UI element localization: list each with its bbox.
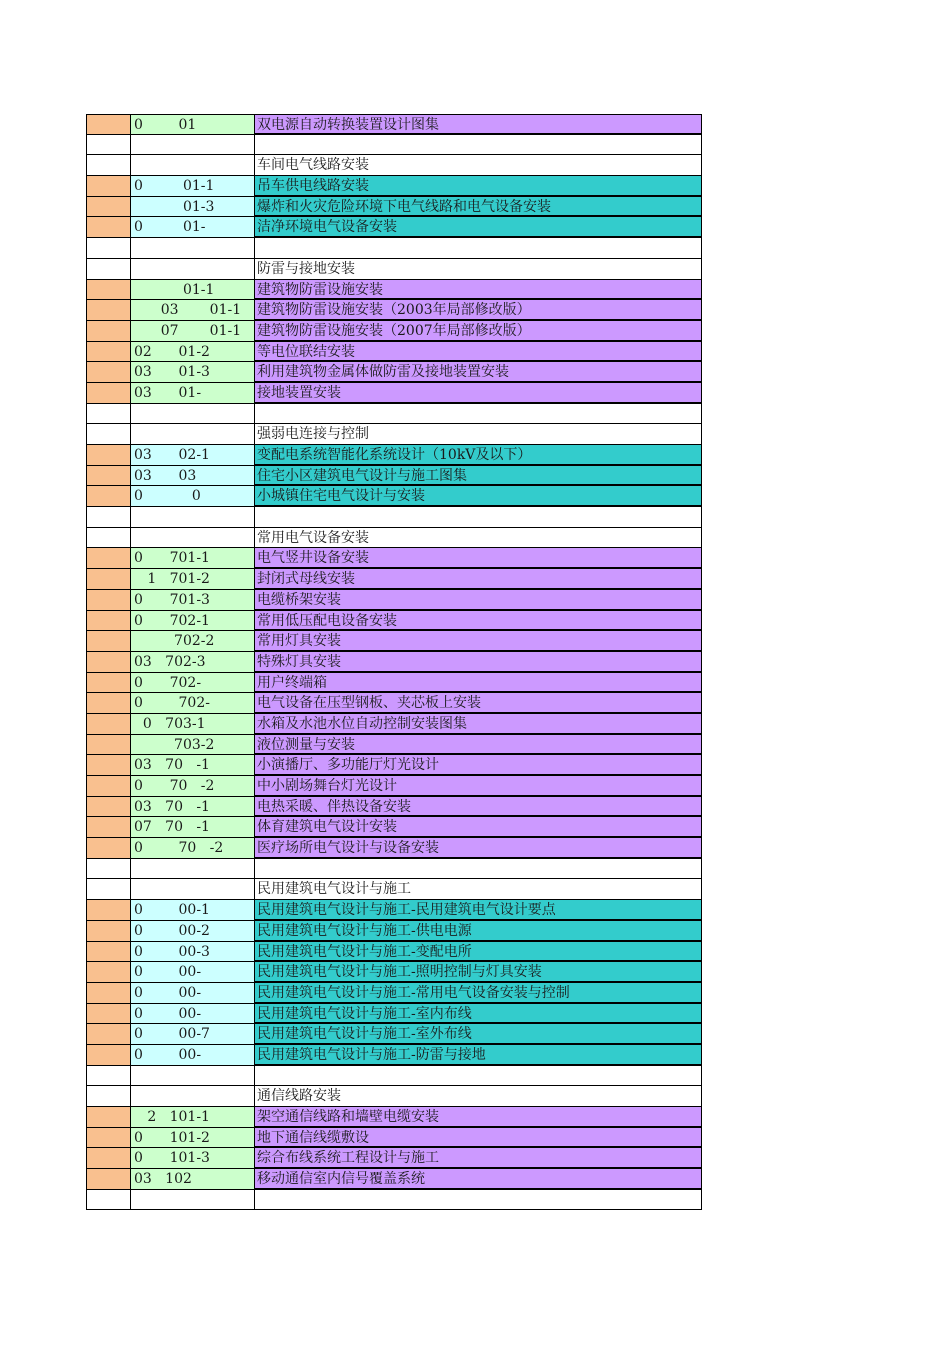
code-cell[interactable]: 07 01-1 <box>131 321 255 342</box>
table-row <box>86 983 702 1004</box>
marker-cell[interactable] <box>86 548 131 569</box>
marker-cell[interactable] <box>86 859 131 880</box>
marker-cell[interactable] <box>86 217 131 238</box>
title-cell[interactable]: 民用建筑电气设计与施工-室外布线 <box>255 1024 702 1045</box>
table-row <box>86 962 702 983</box>
code-cell[interactable]: 0 00- <box>131 1045 255 1066</box>
table-row <box>86 1024 702 1045</box>
code-cell[interactable]: 03 70 -1 <box>131 797 255 818</box>
table-row <box>86 1066 702 1087</box>
title-cell[interactable]: 民用建筑电气设计与施工-照明控制与灯具安装 <box>255 962 702 983</box>
table-row <box>86 486 702 507</box>
table-row <box>86 507 702 528</box>
code-cell[interactable]: 0 702-1 <box>131 611 255 632</box>
code-cell[interactable]: 07 70 -1 <box>131 817 255 838</box>
marker-cell[interactable] <box>86 1107 131 1128</box>
marker-cell[interactable] <box>86 590 131 611</box>
table-row <box>86 631 702 652</box>
table-row <box>86 362 702 383</box>
code-cell[interactable]: 0 00-7 <box>131 1024 255 1045</box>
marker-cell[interactable] <box>86 1190 131 1211</box>
marker-cell[interactable] <box>86 962 131 983</box>
code-cell[interactable]: 0 101-3 <box>131 1148 255 1169</box>
code-cell[interactable] <box>131 528 255 549</box>
table-row <box>86 569 702 590</box>
table-row <box>86 1107 702 1128</box>
code-cell[interactable] <box>131 879 255 900</box>
table-row <box>86 1004 702 1025</box>
title-cell[interactable]: 车间电气线路安装 <box>255 155 702 176</box>
table-row <box>86 652 702 673</box>
marker-cell[interactable] <box>86 755 131 776</box>
code-cell[interactable] <box>131 1086 255 1107</box>
code-cell[interactable]: 02 01-2 <box>131 342 255 363</box>
marker-cell[interactable] <box>86 466 131 487</box>
title-cell[interactable] <box>255 1066 702 1087</box>
code-cell[interactable]: 0 0 <box>131 486 255 507</box>
code-cell[interactable]: 0 01- <box>131 217 255 238</box>
code-cell[interactable] <box>131 155 255 176</box>
title-cell[interactable]: 电气竖井设备安装 <box>255 548 702 569</box>
title-cell[interactable]: 用户终端箱 <box>255 673 702 694</box>
code-cell[interactable]: 2 101-1 <box>131 1107 255 1128</box>
table-row <box>86 590 702 611</box>
code-cell[interactable]: 702-2 <box>131 631 255 652</box>
code-cell[interactable]: 0 702- <box>131 693 255 714</box>
table-row <box>86 445 702 466</box>
code-cell[interactable]: 0 01-1 <box>131 176 255 197</box>
code-cell[interactable]: 03 01- <box>131 383 255 404</box>
code-cell[interactable]: 03 70 -1 <box>131 755 255 776</box>
marker-cell[interactable] <box>86 528 131 549</box>
title-cell[interactable]: 封闭式母线安装 <box>255 569 702 590</box>
title-cell[interactable]: 常用电气设备安装 <box>255 528 702 549</box>
code-cell[interactable]: 03 102 <box>131 1169 255 1190</box>
marker-cell[interactable] <box>86 921 131 942</box>
marker-cell[interactable] <box>86 155 131 176</box>
marker-cell[interactable] <box>86 1045 131 1066</box>
code-cell[interactable] <box>131 1066 255 1087</box>
table-row <box>86 1045 702 1066</box>
marker-cell[interactable] <box>86 362 131 383</box>
table-row <box>86 735 702 756</box>
table-row <box>86 217 702 238</box>
marker-cell[interactable] <box>86 1004 131 1025</box>
table-row <box>86 300 702 321</box>
title-cell[interactable]: 地下通信线缆敷设 <box>255 1128 702 1149</box>
title-cell[interactable] <box>255 859 702 880</box>
title-cell[interactable]: 接地装置安装 <box>255 383 702 404</box>
code-cell[interactable]: 0 01 <box>131 114 255 135</box>
code-cell[interactable]: 703-2 <box>131 735 255 756</box>
title-cell[interactable]: 水箱及水池水位自动控制安装图集 <box>255 714 702 735</box>
marker-cell[interactable] <box>86 259 131 280</box>
code-cell[interactable]: 0 101-2 <box>131 1128 255 1149</box>
marker-cell[interactable] <box>86 735 131 756</box>
code-cell[interactable]: 03 02-1 <box>131 445 255 466</box>
marker-cell[interactable] <box>86 486 131 507</box>
title-cell[interactable]: 建筑物防雷设施安装（2003年局部修改版） <box>255 300 702 321</box>
table-row <box>86 838 702 859</box>
title-cell[interactable]: 常用低压配电设备安装 <box>255 611 702 632</box>
table-row <box>86 1169 702 1190</box>
code-cell[interactable] <box>131 238 255 259</box>
title-cell[interactable]: 常用灯具安装 <box>255 631 702 652</box>
marker-cell[interactable] <box>86 817 131 838</box>
table-row <box>86 238 702 259</box>
marker-cell[interactable] <box>86 797 131 818</box>
table-row <box>86 404 702 425</box>
marker-cell[interactable] <box>86 176 131 197</box>
title-cell[interactable]: 特殊灯具安装 <box>255 652 702 673</box>
title-cell[interactable]: 民用建筑电气设计与施工-常用电气设备安装与控制 <box>255 983 702 1004</box>
table-row <box>86 342 702 363</box>
title-cell[interactable]: 综合布线系统工程设计与施工 <box>255 1148 702 1169</box>
marker-cell[interactable] <box>86 942 131 963</box>
table-row <box>86 466 702 487</box>
code-cell[interactable]: 0 702- <box>131 673 255 694</box>
marker-cell[interactable] <box>86 1024 131 1045</box>
table-row <box>86 714 702 735</box>
code-cell[interactable]: 0 701-3 <box>131 590 255 611</box>
title-cell[interactable]: 建筑物防雷设施安装 <box>255 280 702 301</box>
table-row <box>86 176 702 197</box>
table-row <box>86 135 702 156</box>
title-cell[interactable]: 民用建筑电气设计与施工-民用建筑电气设计要点 <box>255 900 702 921</box>
code-cell[interactable]: 0 00-2 <box>131 921 255 942</box>
table-row <box>86 755 702 776</box>
title-cell[interactable]: 体育建筑电气设计安装 <box>255 817 702 838</box>
table-row <box>86 859 702 880</box>
title-cell[interactable]: 民用建筑电气设计与施工-防雷与接地 <box>255 1045 702 1066</box>
table-row <box>86 280 702 301</box>
title-cell[interactable]: 民用建筑电气设计与施工-变配电所 <box>255 942 702 963</box>
table-row <box>86 611 702 632</box>
code-cell[interactable] <box>131 259 255 280</box>
table-row <box>86 673 702 694</box>
title-cell[interactable]: 医疗场所电气设计与设备安装 <box>255 838 702 859</box>
spreadsheet <box>86 114 702 1210</box>
table-row <box>86 1086 702 1107</box>
code-cell[interactable]: 03 01-3 <box>131 362 255 383</box>
marker-cell[interactable] <box>86 652 131 673</box>
code-cell[interactable]: 03 01-1 <box>131 300 255 321</box>
marker-cell[interactable] <box>86 342 131 363</box>
table-row <box>86 817 702 838</box>
title-cell[interactable]: 小城镇住宅电气设计与安装 <box>255 486 702 507</box>
marker-cell[interactable] <box>86 114 131 135</box>
code-cell[interactable]: 0 70 -2 <box>131 776 255 797</box>
marker-cell[interactable] <box>86 280 131 301</box>
title-cell[interactable]: 中小剧场舞台灯光设计 <box>255 776 702 797</box>
title-cell[interactable]: 电气设备在压型钢板、夹芯板上安装 <box>255 693 702 714</box>
code-cell[interactable]: 03 702-3 <box>131 652 255 673</box>
marker-cell[interactable] <box>86 569 131 590</box>
code-cell[interactable] <box>131 859 255 880</box>
marker-cell[interactable] <box>86 300 131 321</box>
title-cell[interactable] <box>255 238 702 259</box>
title-cell[interactable]: 小演播厅、多功能厅灯光设计 <box>255 755 702 776</box>
table-row <box>86 1128 702 1149</box>
marker-cell[interactable] <box>86 631 131 652</box>
marker-cell[interactable] <box>86 714 131 735</box>
code-cell[interactable] <box>131 1190 255 1211</box>
marker-cell[interactable] <box>86 404 131 425</box>
marker-cell[interactable] <box>86 321 131 342</box>
code-cell[interactable] <box>131 404 255 425</box>
title-cell[interactable]: 架空通信线路和墙壁电缆安装 <box>255 1107 702 1128</box>
code-cell[interactable] <box>131 507 255 528</box>
code-cell[interactable]: 03 03 <box>131 466 255 487</box>
title-cell[interactable] <box>255 404 702 425</box>
table-row <box>86 942 702 963</box>
title-cell[interactable]: 住宅小区建筑电气设计与施工图集 <box>255 466 702 487</box>
table-row <box>86 879 702 900</box>
title-cell[interactable]: 等电位联结安装 <box>255 342 702 363</box>
title-cell[interactable]: 移动通信室内信号覆盖系统 <box>255 1169 702 1190</box>
title-cell[interactable]: 变配电系统智能化系统设计（10kV及以下） <box>255 445 702 466</box>
marker-cell[interactable] <box>86 424 131 445</box>
title-cell[interactable]: 洁净环境电气设备安装 <box>255 217 702 238</box>
table-row <box>86 900 702 921</box>
code-cell[interactable]: 0 00- <box>131 1004 255 1025</box>
marker-cell[interactable] <box>86 197 131 218</box>
code-cell[interactable]: 0 00-3 <box>131 942 255 963</box>
marker-cell[interactable] <box>86 611 131 632</box>
code-cell[interactable]: 0 00-1 <box>131 900 255 921</box>
title-cell[interactable]: 民用建筑电气设计与施工-室内布线 <box>255 1004 702 1025</box>
table-row <box>86 921 702 942</box>
code-cell[interactable]: 1 701-2 <box>131 569 255 590</box>
table-row <box>86 259 702 280</box>
title-cell[interactable]: 吊车供电线路安装 <box>255 176 702 197</box>
marker-cell[interactable] <box>86 776 131 797</box>
table-row <box>86 776 702 797</box>
table-row <box>86 528 702 549</box>
table-row <box>86 548 702 569</box>
code-cell[interactable]: 0 00- <box>131 962 255 983</box>
marker-cell[interactable] <box>86 1148 131 1169</box>
marker-cell[interactable] <box>86 693 131 714</box>
marker-cell[interactable] <box>86 1086 131 1107</box>
title-cell[interactable] <box>255 135 702 156</box>
table-row <box>86 197 702 218</box>
marker-cell[interactable] <box>86 1066 131 1087</box>
marker-cell[interactable] <box>86 383 131 404</box>
title-cell[interactable]: 强弱电连接与控制 <box>255 424 702 445</box>
title-cell[interactable]: 双电源自动转换装置设计图集 <box>255 114 702 135</box>
table-row <box>86 114 702 135</box>
title-cell[interactable]: 民用建筑电气设计与施工-供电电源 <box>255 921 702 942</box>
table-row <box>86 693 702 714</box>
table-row <box>86 1190 702 1211</box>
title-cell[interactable]: 液位测量与安装 <box>255 735 702 756</box>
code-cell[interactable]: 0 00- <box>131 983 255 1004</box>
marker-cell[interactable] <box>86 1128 131 1149</box>
table-row <box>86 424 702 445</box>
code-cell[interactable]: 01-1 <box>131 280 255 301</box>
title-cell[interactable]: 防雷与接地安装 <box>255 259 702 280</box>
marker-cell[interactable] <box>86 900 131 921</box>
marker-cell[interactable] <box>86 879 131 900</box>
marker-cell[interactable] <box>86 445 131 466</box>
title-cell[interactable]: 电缆桥架安装 <box>255 590 702 611</box>
code-cell[interactable]: 0 703-1 <box>131 714 255 735</box>
table-row <box>86 797 702 818</box>
title-cell[interactable]: 电热采暖、伴热设备安装 <box>255 797 702 818</box>
marker-cell[interactable] <box>86 983 131 1004</box>
table-row <box>86 383 702 404</box>
code-cell[interactable] <box>131 424 255 445</box>
table-row <box>86 1148 702 1169</box>
code-cell[interactable]: 01-3 <box>131 197 255 218</box>
marker-cell[interactable] <box>86 238 131 259</box>
code-cell[interactable]: 0 701-1 <box>131 548 255 569</box>
marker-cell[interactable] <box>86 838 131 859</box>
marker-cell[interactable] <box>86 673 131 694</box>
code-cell[interactable] <box>131 135 255 156</box>
marker-cell[interactable] <box>86 135 131 156</box>
marker-cell[interactable] <box>86 507 131 528</box>
code-cell[interactable]: 0 70 -2 <box>131 838 255 859</box>
title-cell[interactable]: 民用建筑电气设计与施工 <box>255 879 702 900</box>
table-row <box>86 155 702 176</box>
table-row <box>86 321 702 342</box>
title-cell[interactable]: 利用建筑物金属体做防雷及接地装置安装 <box>255 362 702 383</box>
title-cell[interactable] <box>255 507 702 528</box>
title-cell[interactable] <box>255 1190 702 1211</box>
title-cell[interactable]: 建筑物防雷设施安装（2007年局部修改版） <box>255 321 702 342</box>
title-cell[interactable]: 通信线路安装 <box>255 1086 702 1107</box>
title-cell[interactable]: 爆炸和火灾危险环境下电气线路和电气设备安装 <box>255 197 702 218</box>
marker-cell[interactable] <box>86 1169 131 1190</box>
